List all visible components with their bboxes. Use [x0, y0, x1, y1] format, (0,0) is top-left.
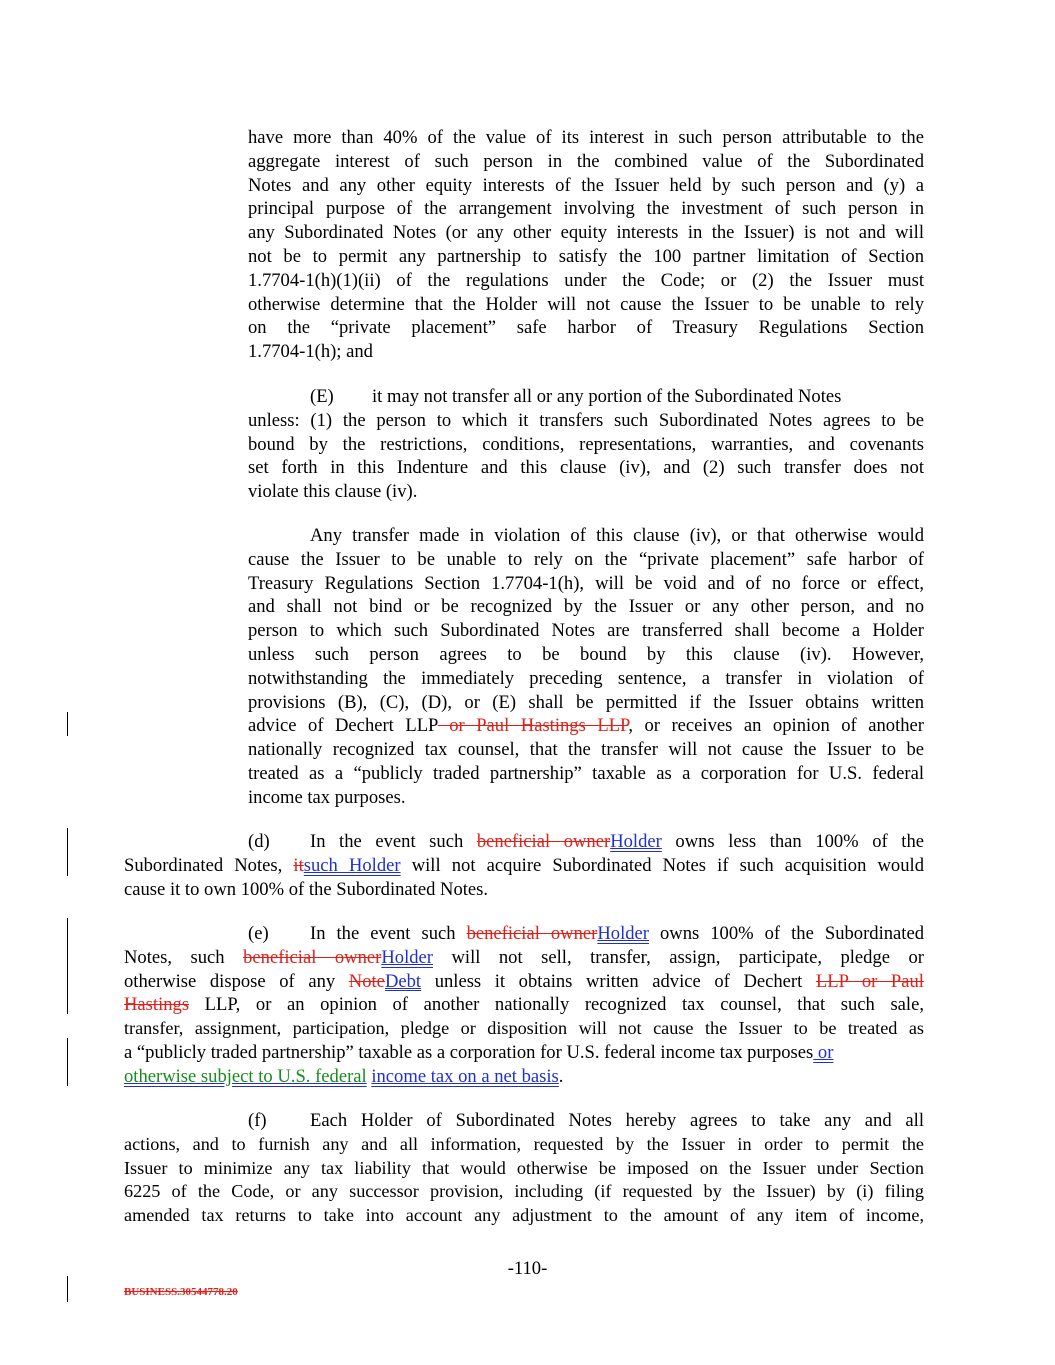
text-line: cause the Issuer to be unable to rely on the “private placement” safe harbor of: [248, 548, 924, 570]
text-line: [124, 854, 924, 878]
text-line: [248, 524, 924, 548]
text-line: any Subordinated Notes (or any other equity interests in the Issuer) is not and will: [248, 222, 924, 244]
deleted-text: beneficial owner: [243, 946, 382, 968]
deleted-text: Note: [348, 970, 385, 992]
text-span: owns less than 100% of the: [675, 831, 924, 852]
text-line: bound by the restrictions, conditions, representations, warranties, and covenants: [248, 433, 924, 455]
text-span: , or receives an opinion of another: [628, 715, 924, 737]
page-number: -110-: [507, 1258, 548, 1279]
paragraph-any-transfer: [248, 524, 924, 810]
text-line: [124, 970, 924, 994]
deleted-text: beneficial owner: [466, 923, 598, 944]
text-line: [248, 714, 924, 738]
paragraph-d: [124, 830, 924, 901]
text-line: unless such person agrees to be bound by this clause (iv). However,: [248, 643, 924, 665]
text-span: Subordinated Notes,: [124, 854, 283, 876]
text-line: [124, 1109, 924, 1133]
text-line: Notes and any other equity interests of the Issuer held by such person and (y) a: [248, 174, 924, 196]
text-line: actions, and to furnish any and all information, requested by the Issuer in order to permit the: [124, 1133, 924, 1154]
document-footer-id: BUSINESS.30544778.20: [124, 1286, 238, 1298]
text-line: Issuer to minimize any tax liability that would otherwise be imposed on the Issuer under Section: [124, 1157, 924, 1178]
text-line: and shall not bind or be recognized by the Issuer or any other person, and no: [248, 596, 924, 618]
deleted-text: LLP or Paul: [815, 970, 924, 992]
text-line: Treasury Regulations Section 1.7704-1(h), will be void and of no force or effect,: [248, 572, 924, 594]
deleted-text: beneficial owner: [476, 831, 611, 852]
text-line: unless: (1) the person to which it transfers such Subordinated Notes agrees to be: [248, 409, 924, 431]
text-line: amended tax returns to take into account any adjustment to the amount of any item of income,: [124, 1205, 924, 1226]
text-span: LLP, or an opinion of another nationally recognized tax counsel, that such sale,: [204, 994, 924, 1016]
text-line: otherwise determine that the Holder will not cause the Issuer to be unable to rely: [248, 293, 924, 315]
paragraph-continuation: [248, 126, 924, 364]
inserted-text: Holder: [610, 831, 662, 852]
text-span: unless it obtains written advice of Dechert: [434, 970, 803, 992]
text-span: will not sell, transfer, assign, participate, pledge or: [451, 946, 924, 968]
text-line: 1.7704-1(h); and: [248, 341, 373, 363]
text-line: not be to permit any partnership to satisfy the 100 partner limitation of Section: [248, 245, 924, 267]
inserted-text: otherwise subject to U.S. federal: [124, 1065, 367, 1087]
inserted-text: income tax on a net basis: [371, 1065, 559, 1087]
text-line: cause it to own 100% of the Subordinated Notes.: [124, 878, 489, 900]
text-line: provisions (B), (C), (D), or (E) shall be permitted if the Issuer obtains written: [248, 691, 924, 713]
text-line: violate this clause (iv).: [248, 481, 418, 503]
clause-marker: (f): [248, 1110, 267, 1131]
paragraph-e: [124, 922, 924, 1089]
text-span: advice of Dechert LLP: [248, 715, 438, 737]
text-line: on the “private placement” safe harbor of Treasury Regulations Section: [248, 317, 924, 339]
text-line: have more than 40% of the value of its interest in such person attributable to the: [248, 127, 924, 148]
text-line: [124, 993, 924, 1017]
text-line: [124, 922, 924, 946]
inserted-text: or: [813, 1041, 834, 1063]
text-line: [124, 946, 924, 970]
text-line: set forth in this Indenture and this clause (iv), and (2) such transfer does not: [248, 457, 924, 479]
text-span: In the event such: [310, 831, 464, 852]
text-line: income tax purposes.: [248, 786, 406, 808]
text-span: a “publicly traded partnership” taxable as a corporation for U.S. federal income tax purposes: [124, 1041, 814, 1063]
text-span: Each Holder of Subordinated Notes hereby agrees to take any and all: [310, 1110, 924, 1131]
text-span: otherwise dispose of any: [124, 970, 336, 992]
text-line: [124, 830, 924, 854]
text-span: it may not transfer all or any portion of the Subordinated Notes: [372, 386, 842, 407]
text-line: [248, 385, 924, 409]
text-span: In the event such: [310, 923, 456, 944]
text-line: 1.7704-1(h)(1)(ii) of the regulations under the Code; or (2) the Issuer must: [248, 269, 924, 291]
change-bar: [67, 712, 68, 736]
text-line: nationally recognized tax counsel, that the transfer will not cause the Issuer to be: [248, 739, 924, 761]
deleted-text: it: [293, 854, 304, 876]
change-bar: [67, 828, 68, 876]
text-line: treated as a “publicly traded partnership” taxable as a corporation for U.S. federal: [248, 762, 924, 784]
paragraph-E: [248, 385, 924, 504]
text-span: owns 100% of the Subordinated: [660, 923, 924, 944]
inserted-text: Debt: [384, 970, 422, 992]
text-line: aggregate interest of such person in the combined value of the Subordinated: [248, 150, 924, 172]
change-bar: [67, 1038, 68, 1086]
clause-marker: (E): [310, 386, 334, 407]
text-line: principal purpose of the arrangement involving the investment of such person in: [248, 198, 924, 220]
text-line: [124, 1065, 924, 1089]
text-span: will not acquire Subordinated Notes if such acquisition would: [411, 854, 924, 876]
inserted-text: Holder: [597, 923, 649, 944]
clause-marker: (d): [248, 831, 270, 852]
change-bar: [67, 918, 68, 1014]
text-line: person to which such Subordinated Notes are transferred shall become a Holder: [248, 620, 924, 642]
clause-marker: (e): [248, 923, 269, 944]
text-line: notwithstanding the immediately preceding sentence, a transfer in violation of: [248, 667, 924, 689]
inserted-text: such Holder: [303, 854, 401, 876]
deleted-text: Hastings: [124, 994, 190, 1016]
inserted-text: Holder: [381, 946, 433, 968]
paragraph-f: [124, 1109, 924, 1228]
text-span: .: [558, 1065, 564, 1087]
text-span: Any transfer made in violation of this clause (iv), or that otherwise would: [310, 525, 924, 546]
text-line: transfer, assignment, participation, pledge or disposition will not cause the Issuer to be treated as: [124, 1018, 924, 1039]
text-span: Notes, such: [124, 946, 225, 968]
deleted-text: or Paul Hastings LLP: [437, 715, 629, 737]
text-line: 6225 of the Code, or any successor provision, including (if requested by the Issuer) by (i) filing: [124, 1181, 924, 1202]
text-line: [124, 1041, 924, 1065]
